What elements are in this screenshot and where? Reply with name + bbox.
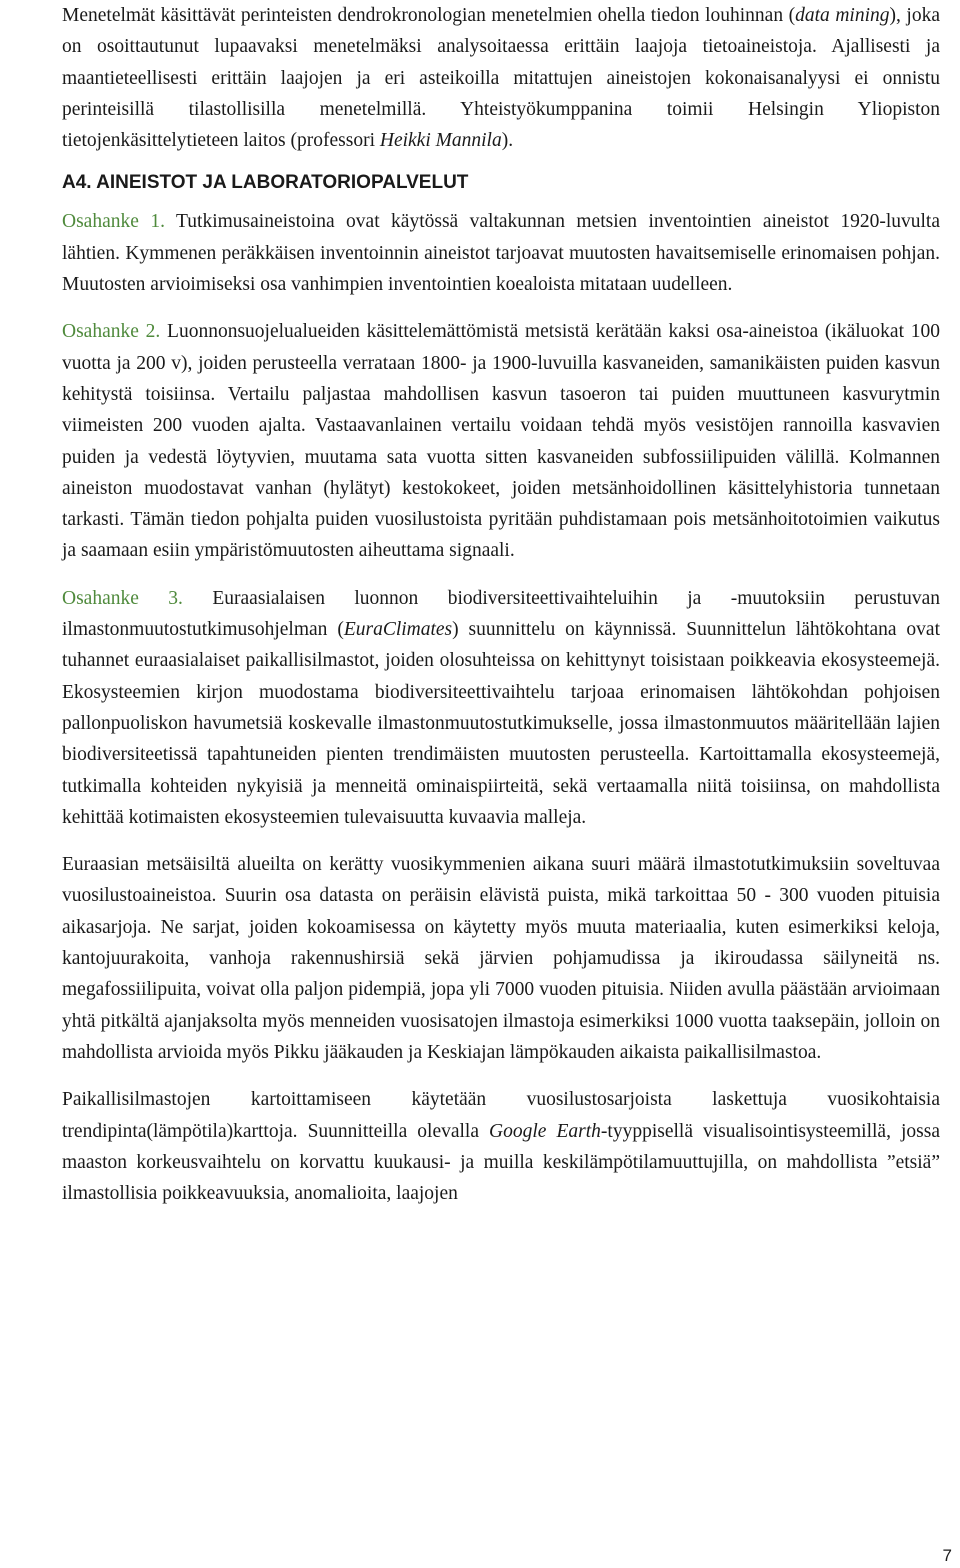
document-page bbox=[62, 0, 940, 1209]
text-run: Euraasian metsäisiltä alueilta on kerätty vuosikymmenien aikana suuri määrä ilmastotutkimuksiin soveltuvaa vuosilustoaineistoa. Suurin osa datasta on peräisin elävistä puista, mikä tarkoittaa 50 - 300 vuoden pituisia aikasarjoja. Ne sarjat, joiden kokoamisessa on käytetty myös muuta materiaalia, kuten esimerkiksi keloja, kantojuurakoita, vanhoja rakennushirsiä sekä järvien pohjamudissa ja ikiroudassa säilyneitä ns. megafossiilipuita, voivat olla paljon pidempiä, jopa yli 7000 vuoden pituisia. Niiden avulla päästään arvioimaan yhtä pitkältä ajanjaksolta myös menneiden vuosisatojen ilmastoja esimerkiksi 1000 vuotta taaksepäin, jolloin on mahdollista arvioida myös Pikku jääkauden ja Keskiajan lämpökauden aikaista paikallisilmastoa. bbox=[62, 854, 940, 1063]
italic-term: data mining bbox=[795, 5, 890, 26]
text-run: Menetelmät käsittävät perinteisten dendrokronologian menetelmien ohella tiedon louhinnan ( bbox=[62, 5, 796, 26]
italic-program-name: EuraClimates bbox=[343, 619, 453, 641]
italic-product-name: Google Earth bbox=[489, 1120, 601, 1142]
mapping-paragraph bbox=[62, 1084, 940, 1209]
subproject-1-label: Osahanke 1. bbox=[62, 211, 165, 233]
subproject-2-label: Osahanke 2. bbox=[62, 321, 161, 343]
text-run: Paikallisilmastojen kartoittamiseen käytetään vuosilustosarjoista laskettuja vuosikohtaisia trendipinta(lämpötila)karttoja. Suunnitteilla olevalla bbox=[62, 1089, 940, 1142]
subproject-3-label: Osahanke 3. bbox=[62, 587, 183, 609]
intro-paragraph bbox=[62, 0, 940, 156]
text-run: Tutkimusaineistoina ovat käytössä valtakunnan metsien inventointien aineistot 1920-luvulta lähtien. Kymmenen peräkkäisen inventoinnin aineistot tarjoavat muutosten havaitsemiselle erinomaisen pohjan. Muutosten arvioimiseksi osa vanhimpien inventointien koealoista mitataan uudelleen. bbox=[62, 211, 941, 296]
page-number: 7 bbox=[942, 1546, 952, 1565]
subproject-2-paragraph bbox=[62, 316, 940, 566]
eurasia-data-paragraph bbox=[62, 849, 940, 1068]
text-run: ) suunnittelu on käynnissä. Suunnittelun lähtökohtana ovat tuhannet euraasialaiset paikallisilmastot, joiden olosuhteissa on kehittynyt toisistaan poikkeavia ekosysteemejä. Ekosysteemien kirjon muodostama biodiversiteettivaihtelu tarjoaa erinomaisen lähtökohdan pohjoisen pallonpuoliskon havumetsiä koskevalle ilmastonmuutostutkimukselle, jossa ilmastonmuutos määritellään lajien biodiversiteetissä tapahtuneiden pienten trendimäisten muutosten perusteella. Kartoittamalla ekosysteemejä, tutkimalla kohteiden nykyisiä ja menneitä ominaispiirteitä, sekä vertaamalla niitä toisiinsa, on mahdollista kehittää kotimaisten ekosysteemien tulevaisuutta kuvaavia malleja. bbox=[62, 619, 940, 828]
italic-name: Heikki Mannila bbox=[379, 130, 502, 152]
text-run: -tyyppisellä visualisointisysteemillä, jossa maaston korkeusvaihtelu on korvattu kuukausi- ja muilla keskilämpötilamuuttujilla, on mahdollista ”etsiä” ilmastollisia poikkeavuuksia, anomalioita, laajojen bbox=[62, 1120, 940, 1205]
text-run: Luonnonsuojelualueiden käsittelemättömistä metsistä kerätään kaksi osa-aineistoa (ikäluokat 100 vuotta ja 200 v), joiden perusteella verrataan 1800- ja 1900-luvuilla kasvaneiden, samanikäisten puiden kasvun kehitystä toisiinsa. Vertailu paljastaa mahdollisen kasvun tasoeron tai puiden muuttuneen kasvurytmin viimeisten 200 vuoden ajalta. Vastaavanlainen vertailu voidaan tehdä myös vesistöjen rannoilla kasvavien puiden ja vedestä löytyvien, muutama sata vuotta sitten kasvaneiden subfossiilipuiden välillä. Kolmannen aineiston muodostavat vanhan (hylätyt) kestokokeet, joiden metsänhoidollinen käsittelyhistoria tunnetaan tarkasti. Tämän tiedon pohjalta puiden vuosilustoista pyritään puhdistamaan pois metsänhoitotoimien vaikutus ja saamaan esiin ympäristömuutosten aiheuttama signaali. bbox=[62, 321, 941, 562]
subproject-1-paragraph bbox=[62, 206, 940, 300]
section-heading: A4. AINEISTOT JA LABORATORIOPALVELUT bbox=[62, 172, 469, 194]
subproject-3-paragraph bbox=[62, 583, 940, 833]
text-run: ), joka on osoittautunut lupaavaksi menetelmäksi analysoitaessa erittäin laajoja tietoaineistoja. Ajallisesti ja maantieteellisesti erittäin laajojen ja eri asteikoilla mitattujen aineistojen kokonaisanalyysi ei onnistu perinteisillä tilastollisilla menetelmillä. Yhteistyökumppanina toimii Helsingin Yliopiston tietojenkäsittelytieteen laitos (professori bbox=[62, 5, 940, 152]
text-run: ). bbox=[501, 130, 514, 152]
text-run: Euraasialaisen luonnon biodiversiteettivaihteluihin ja -muutoksiin perustuvan ilmastonmuutostutkimusohjelman ( bbox=[62, 587, 940, 641]
